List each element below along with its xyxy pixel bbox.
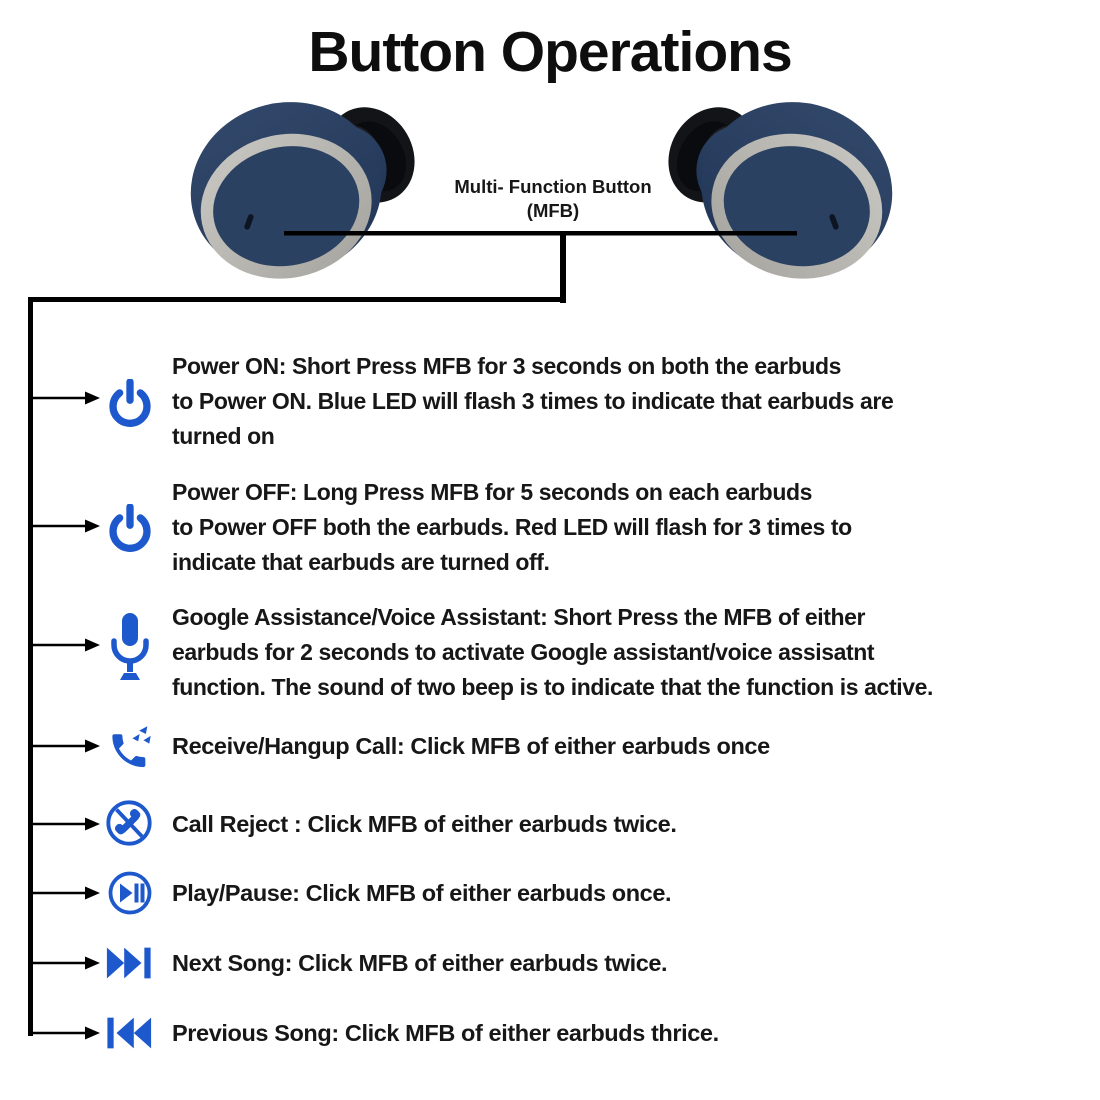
text-line: to Power OFF both the earbuds. Red LED will flash for 3 times to xyxy=(172,514,852,540)
left-earbud-image xyxy=(182,96,417,286)
text-line: function. The sound of two beep is to indicate that the function is active. xyxy=(172,674,933,700)
operation-text-next-song xyxy=(172,946,667,980)
text-line: Google Assistance/Voice Assistant: Short Press the MFB of either xyxy=(172,604,866,630)
flow-arrowhead xyxy=(85,887,100,900)
flow-arrowhead xyxy=(85,639,100,652)
text-line: Next Song: Click MFB of either earbuds twice. xyxy=(172,950,668,976)
operation-text-power-off xyxy=(172,475,852,580)
microphone-icon xyxy=(110,612,150,689)
flow-arrowhead xyxy=(85,957,100,970)
mfb-label xyxy=(398,175,708,223)
operation-text-receive-hangup xyxy=(172,729,770,763)
flow-arrowhead xyxy=(85,1027,100,1040)
flow-arrowhead xyxy=(85,818,100,831)
page-title: Button Operations xyxy=(308,20,792,84)
play-pause-icon xyxy=(106,869,154,922)
text-line: to Power ON. Blue LED will flash 3 times to indicate that earbuds are xyxy=(172,388,894,414)
text-line: Power OFF: Long Press MFB for 5 seconds on each earbuds xyxy=(172,479,813,505)
earbud-illustration xyxy=(182,96,417,286)
flow-arrowhead xyxy=(85,392,100,405)
text-line: Power ON: Short Press MFB for 3 seconds on both the earbuds xyxy=(172,353,842,379)
mfb-label-line1: Multi- Function Button xyxy=(454,176,652,197)
text-line: indicate that earbuds are turned off. xyxy=(172,549,550,575)
earbud-illustration xyxy=(666,96,901,286)
operation-text-play-pause xyxy=(172,876,671,910)
text-line: Play/Pause: Click MFB of either earbuds once. xyxy=(172,880,672,906)
right-earbud-image xyxy=(666,96,901,286)
text-line: turned on xyxy=(172,423,275,449)
center-drop-line xyxy=(560,231,566,303)
text-line: Call Reject : Click MFB of either earbuds twice. xyxy=(172,811,677,837)
operation-text-power-on xyxy=(172,349,893,454)
left-rail-line xyxy=(28,297,33,1036)
flow-arrowhead xyxy=(85,520,100,533)
next-song-icon xyxy=(105,945,153,986)
call-reject-icon xyxy=(104,798,154,853)
operation-text-previous-song xyxy=(172,1016,719,1050)
text-line: Previous Song: Click MFB of either earbuds thrice. xyxy=(172,1020,719,1046)
flow-arrowhead xyxy=(85,740,100,753)
power-icon xyxy=(108,379,152,432)
operation-text-google-assistant xyxy=(172,600,933,705)
operation-text-call-reject xyxy=(172,807,676,841)
text-line: Receive/Hangup Call: Click MFB of either earbuds once xyxy=(172,733,770,759)
horizontal-connector-line xyxy=(28,297,566,302)
phone-receive-icon xyxy=(104,721,156,778)
power-icon xyxy=(108,504,152,557)
text-line: earbuds for 2 seconds to activate Google assistant/voice assisatnt xyxy=(172,639,875,665)
mfb-label-line2: (MFB) xyxy=(526,200,580,221)
previous-song-icon xyxy=(105,1015,153,1056)
